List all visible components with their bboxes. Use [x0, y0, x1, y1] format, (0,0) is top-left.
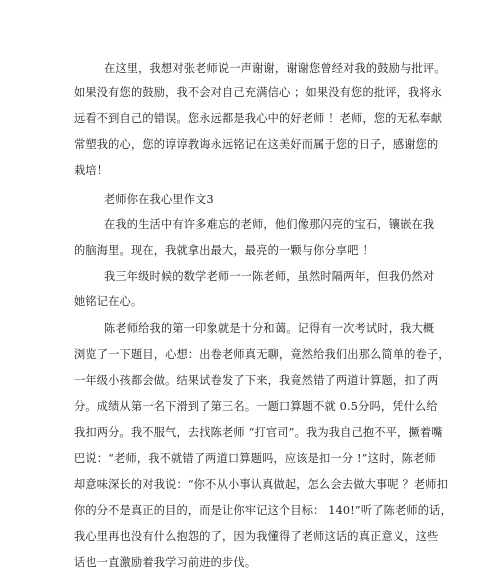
paragraph-line: 浏览了一下题目，心想：出卷老师真无聊，竟然给我们出那么简单的卷子，: [74, 348, 450, 361]
paragraph-line: 一年级小孩都会做。结果试卷发了下来，我竟然错了两道计算题，扣了两: [74, 374, 439, 387]
paragraph-line: 远看不到自己的错误。您永远都是我心中的好老师 ！老师，您的无私奉献: [74, 112, 443, 125]
paragraph-line: 在这里，我想对张老师说一声谢谢，谢谢您曾经对我的鼓励与批评。: [104, 62, 446, 75]
paragraph-line: 你的分不是真正的目的，而是让你牢记这个目标： 140!”听了陈老师的话，: [74, 504, 452, 517]
paragraph-line: 如果没有您的鼓励，我不会对自己充满信心 ；如果没有您的批评，我将永: [74, 86, 443, 99]
paragraph-line: 我三年级时候的数学老师一一陈老师，虽然时隔两年，但我仍然对: [104, 270, 435, 283]
paragraph-line: 在我的生活中有许多难忘的老师，他们像那闪亮的宝石，镶嵌在我: [104, 218, 435, 231]
paragraph-line: 栽培！: [74, 164, 109, 177]
paragraph-line: 陈老师给我的第一印象就是十分和蔼。记得有一次考试时，我大概: [104, 322, 435, 335]
paragraph-line: 她铭记在心。: [74, 295, 143, 308]
paragraph-line: 话也一直激励着我学习前进的步伐。: [74, 556, 257, 569]
section-title: 老师你在我心里作文3: [104, 193, 214, 206]
paragraph-line: 巴说：“老师，我不就错了两道口算题吗，应该是扣一分 !”这时，陈老师: [74, 452, 436, 465]
paragraph-line: 常塑我的心，您的谆谆教诲永远铭记在这美好而属于您的日子，感谢您的: [74, 138, 439, 151]
paragraph-line: 我扣两分。我不服气，去找陈老师 “打官司”。我为我自己抱不平，撅着嘴: [74, 426, 443, 439]
paragraph-line: 我心里再也没有什么抱怨的了，因为我懂得了老师这话的真正意义，这些: [74, 530, 439, 543]
paragraph-line: 的脑海里。现在，我就拿出最大，最亮的一颗与你分享吧 ！: [74, 244, 374, 257]
paragraph-line: 分。成绩从第一名下滑到了第三名。一题口算题不就 0.5分吗，凭什么给: [74, 400, 438, 413]
paragraph-line: 却意味深长的对我说：“你不从小事认真做起，怎么会去做大事呢 ？老师扣: [74, 478, 449, 491]
